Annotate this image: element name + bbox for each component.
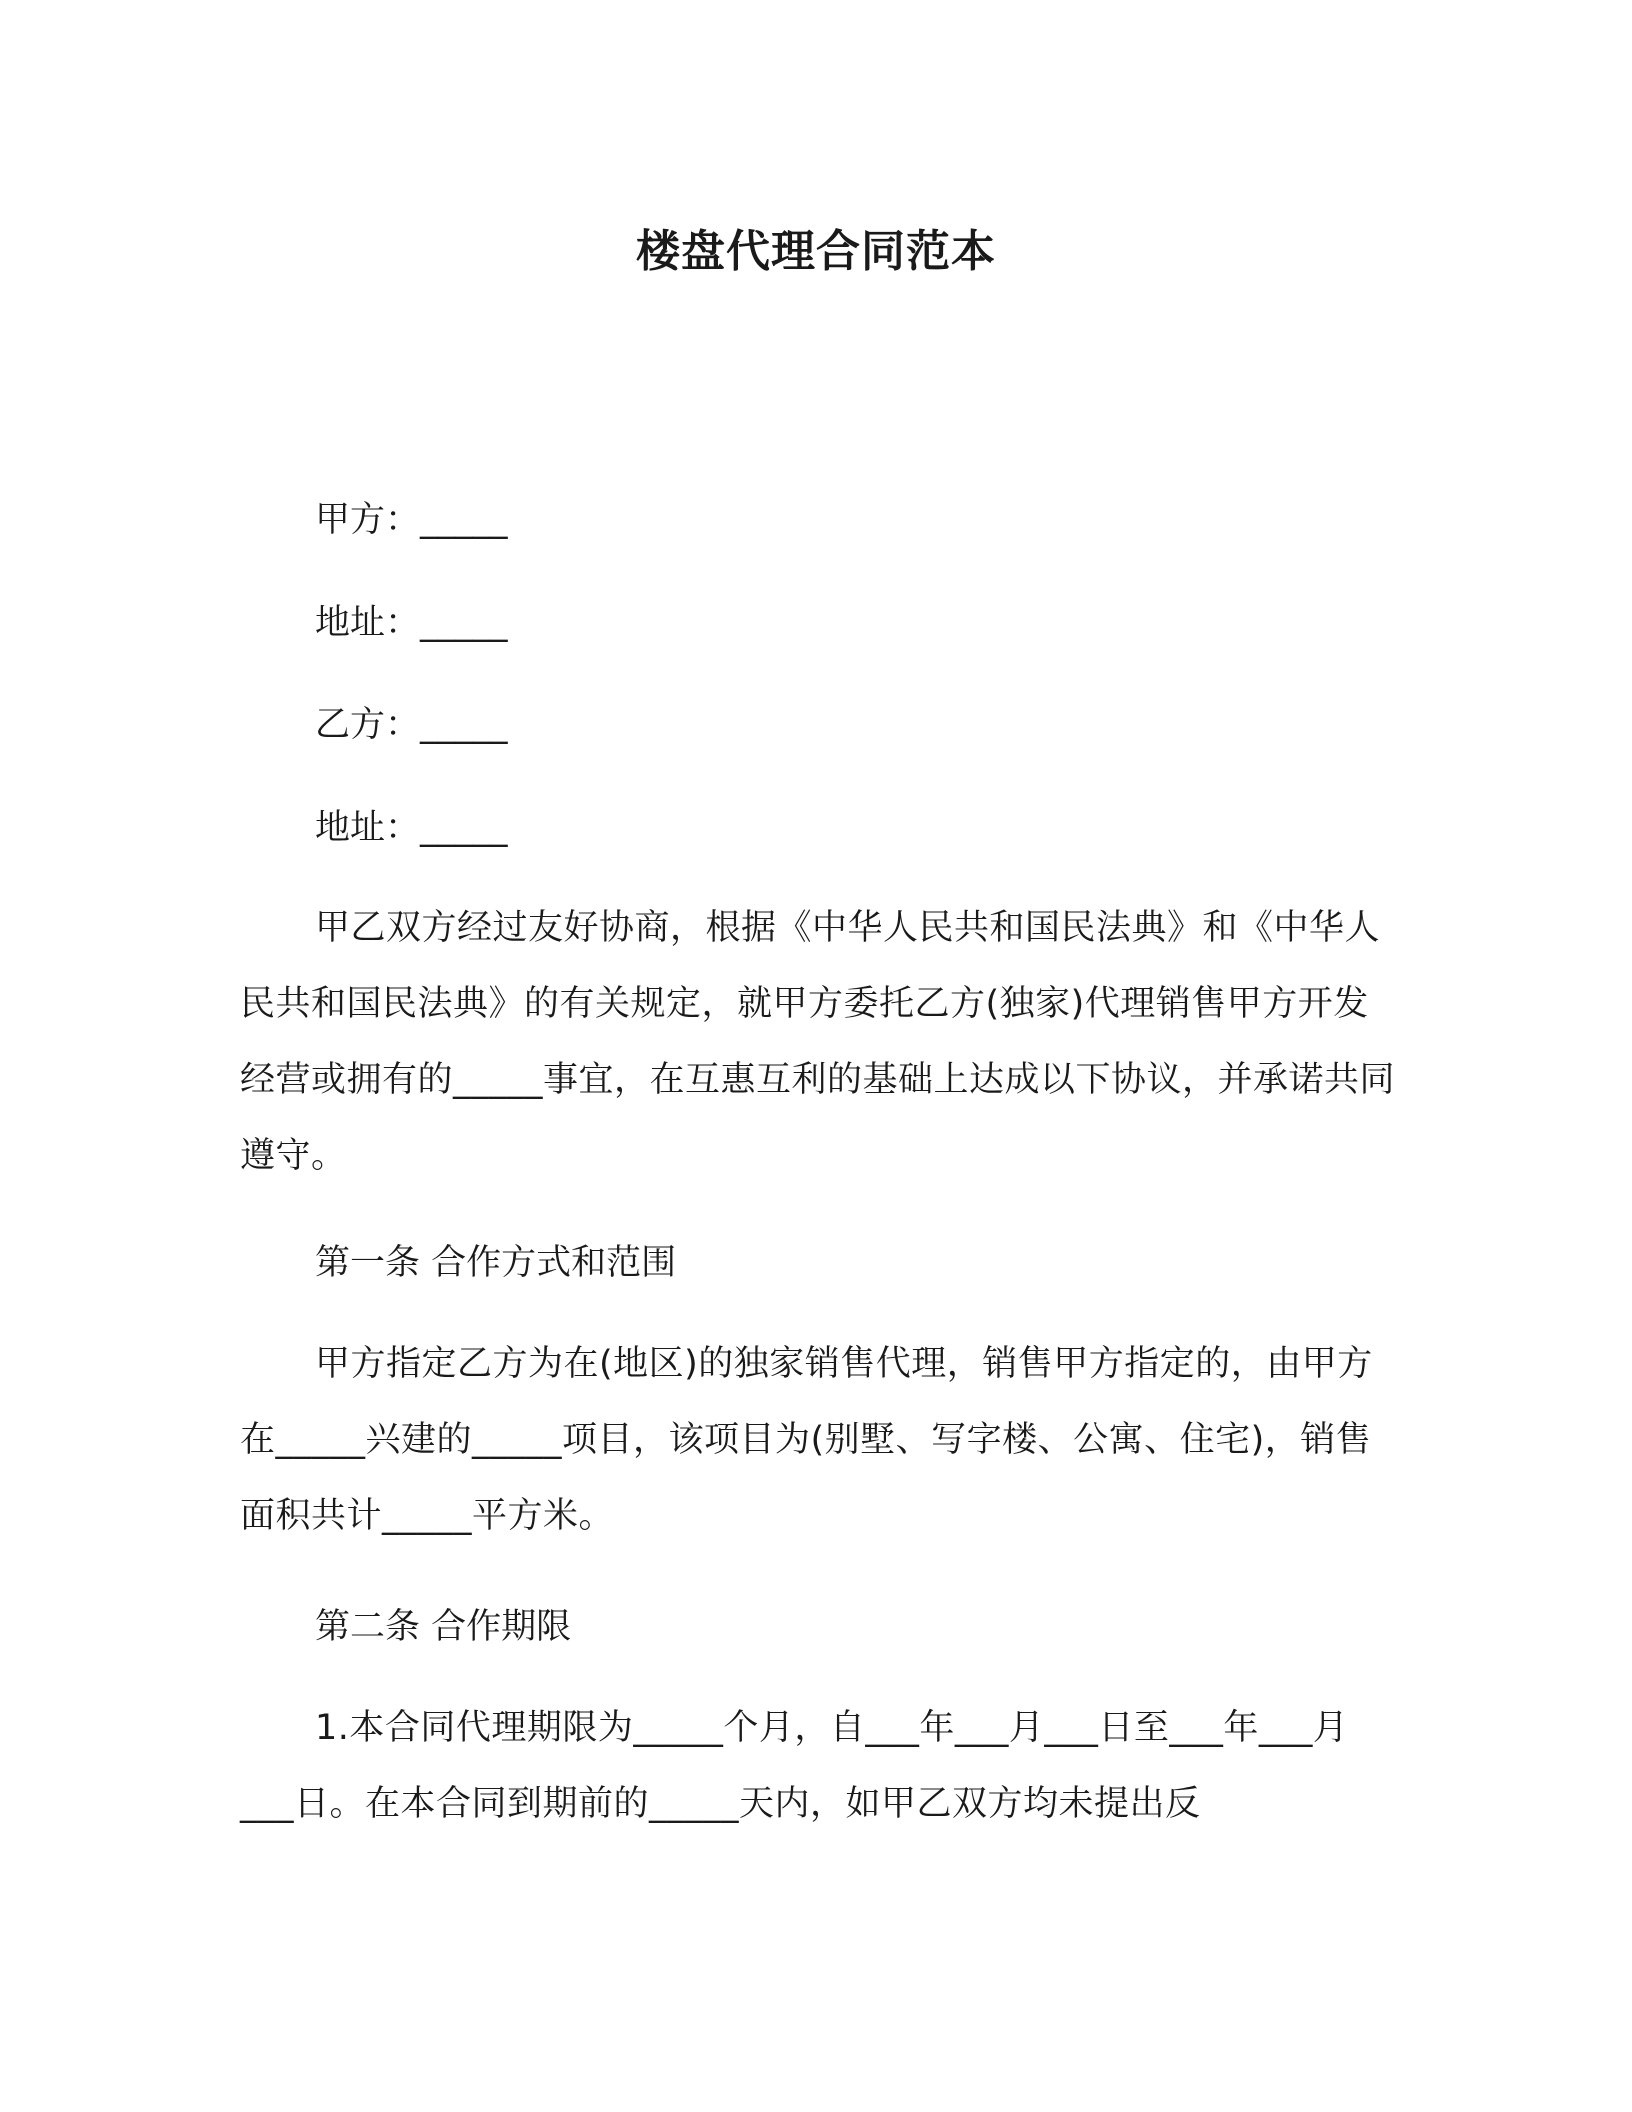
party-a-field: 甲方：_____ bbox=[315, 500, 508, 540]
section-1-heading: 第一条 合作方式和范围 bbox=[315, 1243, 677, 1283]
party-b-field: 乙方：_____ bbox=[315, 705, 508, 745]
section-2-body: 1.本合同代理期限为_____个月，自___年___月___日至___年___月___日。在本合同到期前的_____天内，如甲乙双方均未提出反 bbox=[240, 1708, 1349, 1824]
party-b-address-field: 地址：_____ bbox=[315, 808, 508, 848]
section-2-heading: 第二条 合作期限 bbox=[315, 1607, 572, 1647]
document-title: 楼盘代理合同范本 bbox=[636, 226, 996, 277]
section-1-body: 甲方指定乙方为在(地区)的独家销售代理，销售甲方指定的，由甲方在_____兴建的_____项目，该项目为(别墅、写字楼、公寓、住宅)，销售面积共计_____平方米。 bbox=[240, 1344, 1373, 1536]
party-a-address-field: 地址：_____ bbox=[315, 603, 508, 643]
intro-paragraph: 甲乙双方经过友好协商，根据《中华人民共和国民法典》和《中华人民共和国民法典》的有关规定，就甲方委托乙方(独家)代理销售甲方开发经营或拥有的_____事宜，在互惠互利的基础上达成以下协议，并承诺共同遵守。 bbox=[240, 908, 1396, 1176]
